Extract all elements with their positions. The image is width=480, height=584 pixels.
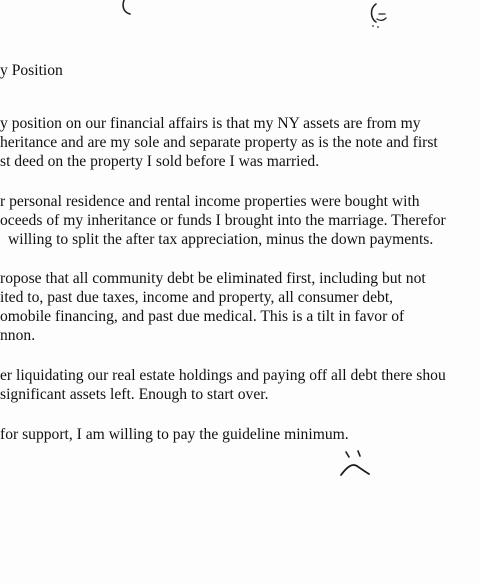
handwritten-initials-mark bbox=[338, 448, 372, 478]
paragraph-4-line-1: er liquidating our real estate holdings and paying off all debt there shou bbox=[0, 367, 446, 384]
top-left-handwritten-mark bbox=[118, 0, 138, 20]
paragraph-3-line-4: nnon. bbox=[0, 327, 36, 344]
paragraph-3-line-3: omobile financing, and past due medical. This is a tilt in favor of bbox=[0, 308, 405, 325]
paragraph-3-line-1: ropose that all community debt be eliminated first, including but not bbox=[0, 270, 426, 287]
section-heading: y Position bbox=[0, 62, 63, 79]
paragraph-1-line-3: st deed on the property I sold before I was married. bbox=[0, 153, 320, 170]
paragraph-3-line-2: ited to, past due taxes, income and property, all consumer debt, bbox=[0, 289, 394, 306]
paragraph-2-line-3: willing to split the after tax appreciation, minus the down payments. bbox=[8, 231, 434, 248]
paragraph-4-line-2: significant assets left. Enough to start over. bbox=[0, 386, 269, 403]
paragraph-2-line-1: r personal residence and rental income properties were bought with bbox=[0, 193, 420, 210]
paragraph-2-line-2: oceeds of my inheritance or funds I brought into the marriage. Therefor bbox=[0, 212, 446, 229]
paragraph-1-line-2: heritance and are my sole and separate property as is the note and first bbox=[0, 134, 438, 151]
top-right-handwritten-mark bbox=[364, 0, 390, 30]
paragraph-5-line-1: for support, I am willing to pay the guideline minimum. bbox=[0, 426, 349, 443]
paragraph-1-line-1: y position on our financial affairs is that my NY assets are from my bbox=[0, 115, 421, 132]
